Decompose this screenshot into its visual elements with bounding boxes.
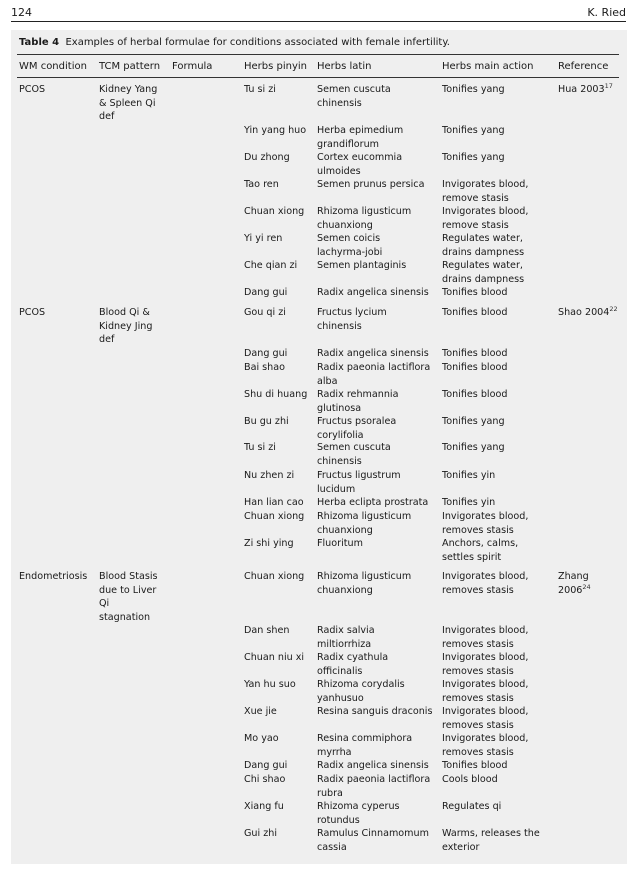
herb-action-cell: Anchors, calms, settles spirit — [442, 538, 519, 563]
reference-text: Shao 2004 — [558, 307, 610, 318]
reference-number: 22 — [609, 305, 618, 313]
herb-action-cell: Invigorates blood, removes stasis — [442, 679, 529, 704]
wm-condition-cell: PCOS — [19, 307, 46, 318]
header-reference: Reference — [558, 61, 609, 72]
tcm-pattern-cell: Blood Stasis due to Liver Qi stagnation — [99, 571, 158, 623]
header-tcm-pattern: TCM pattern — [99, 61, 161, 72]
herb-latin-cell: Radix angelica sinensis — [317, 348, 429, 359]
herb-action-cell: Tonifies yang — [442, 416, 505, 427]
herb-pinyin-cell: Chuan niu xi — [244, 652, 305, 663]
herb-pinyin-cell: Tao ren — [244, 179, 279, 190]
header-top-rule — [17, 54, 619, 55]
herb-pinyin-cell: Dang gui — [244, 760, 288, 771]
herb-latin-cell: Radix angelica sinensis — [317, 760, 429, 771]
herb-action-cell: Invigorates blood, remove stasis — [442, 206, 529, 231]
header-bottom-rule — [17, 77, 619, 78]
herb-pinyin-cell: Nu zhen zi — [244, 470, 295, 481]
tcm-pattern-cell: Blood Qi & Kidney Jing def — [99, 307, 153, 345]
herb-latin-cell: Rhizoma ligusticum chuanxiong — [317, 511, 412, 536]
herb-pinyin-cell: Yi yi ren — [244, 233, 283, 244]
herb-action-cell: Tonifies blood — [442, 760, 508, 771]
herb-latin-cell: Cortex eucommia ulmoides — [317, 152, 403, 177]
herb-action-cell: Cools blood — [442, 774, 498, 785]
herb-pinyin-cell: Han lian cao — [244, 497, 304, 508]
herb-action-cell: Tonifies blood — [442, 348, 508, 359]
table-caption — [19, 37, 450, 48]
herb-pinyin-cell: Chuan xiong — [244, 206, 305, 217]
herb-action-cell: Invigorates blood, removes stasis — [442, 511, 529, 536]
reference-cell — [558, 570, 591, 597]
herb-action-cell: Tonifies yang — [442, 125, 505, 136]
herb-pinyin-cell: Yin yang huo — [244, 125, 307, 136]
running-head — [11, 4, 626, 22]
reference-cell — [558, 306, 618, 320]
header-formula: Formula — [172, 61, 213, 72]
herb-pinyin-cell: Gui zhi — [244, 828, 278, 839]
herb-latin-cell: Resina commiphora myrrha — [317, 733, 413, 758]
herb-latin-cell: Fructus psoralea corylifolia — [317, 416, 397, 441]
table-4 — [11, 30, 627, 864]
herb-pinyin-cell: Tu si zi — [244, 442, 276, 453]
herb-latin-cell: Radix paeonia lactiflora alba — [317, 362, 431, 387]
herb-pinyin-cell: Xue jie — [244, 706, 277, 717]
herb-pinyin-cell: Bai shao — [244, 362, 286, 373]
reference-number: 24 — [582, 582, 591, 591]
herb-action-cell: Warms, releases the exterior — [442, 828, 540, 853]
header-herbs-pinyin: Herbs pinyin — [244, 61, 308, 72]
herb-latin-cell: Semen plantaginis — [317, 260, 407, 271]
reference-text: Hua 2003 — [558, 84, 605, 95]
tcm-pattern-cell: Kidney Yang & Spleen Qi def — [99, 84, 158, 122]
herb-latin-cell: Rhizoma ligusticum chuanxiong — [317, 206, 412, 231]
herb-action-cell: Regulates qi — [442, 801, 502, 812]
herb-latin-cell: Radix rehmannia glutinosa — [317, 389, 399, 414]
herb-pinyin-cell: Yan hu suo — [244, 679, 296, 690]
herb-latin-cell: Fluoritum — [317, 538, 363, 549]
herb-action-cell: Tonifies blood — [442, 362, 508, 373]
herb-latin-cell: Rhizoma cyperus rotundus — [317, 801, 400, 826]
herb-pinyin-cell: Du zhong — [244, 152, 290, 163]
herb-pinyin-cell: Shu di huang — [244, 389, 308, 400]
reference-cell — [558, 83, 613, 97]
herb-action-cell: Regulates water, drains dampness — [442, 233, 525, 258]
herb-pinyin-cell: Chuan xiong — [244, 571, 305, 582]
herb-action-cell: Tonifies yang — [442, 152, 505, 163]
herb-action-cell: Invigorates blood, removes stasis — [442, 625, 529, 650]
herb-latin-cell: Fructus lycium chinensis — [317, 307, 387, 332]
herb-latin-cell: Semen prunus persica — [317, 179, 425, 190]
table-label: Table 4 — [19, 37, 60, 48]
herb-action-cell: Invigorates blood, removes stasis — [442, 571, 529, 596]
herb-pinyin-cell: Tu si zi — [244, 84, 276, 95]
herb-latin-cell: Radix angelica sinensis — [317, 287, 429, 298]
herb-pinyin-cell: Dang gui — [244, 348, 288, 359]
herb-pinyin-cell: Chuan xiong — [244, 511, 305, 522]
herb-action-cell: Invigorates blood, removes stasis — [442, 706, 529, 731]
herb-action-cell: Tonifies yin — [442, 497, 496, 508]
herb-action-cell: Tonifies blood — [442, 287, 508, 298]
herb-action-cell: Tonifies blood — [442, 389, 508, 400]
table-caption-text: Examples of herbal formulae for conditions associated with female infertility. — [65, 37, 450, 48]
herb-pinyin-cell: Che qian zi — [244, 260, 298, 271]
herb-latin-cell: Rhizoma ligusticum chuanxiong — [317, 571, 412, 596]
header-herbs-action: Herbs main action — [442, 61, 534, 72]
herb-latin-cell: Semen cuscuta chinensis — [317, 84, 391, 109]
reference-number: 17 — [604, 82, 613, 90]
herb-action-cell: Regulates water, drains dampness — [442, 260, 525, 285]
herb-latin-cell: Rhizoma corydalis yanhusuo — [317, 679, 405, 704]
reference-text: Zhang 2006 — [558, 571, 589, 596]
wm-condition-cell: PCOS — [19, 84, 46, 95]
herb-latin-cell: Herba eclipta prostrata — [317, 497, 429, 508]
herb-pinyin-cell: Dang gui — [244, 287, 288, 298]
herb-latin-cell: Resina sanguis draconis — [317, 706, 433, 717]
herb-latin-cell: Fructus ligustrum lucidum — [317, 470, 401, 495]
herb-latin-cell: Radix cyathula officinalis — [317, 652, 389, 677]
herb-pinyin-cell: Zi shi ying — [244, 538, 294, 549]
herb-pinyin-cell: Bu gu zhi — [244, 416, 289, 427]
herb-action-cell: Invigorates blood, removes stasis — [442, 652, 529, 677]
herb-action-cell: Tonifies yang — [442, 442, 505, 453]
herb-latin-cell: Semen coicis lachyrma-jobi — [317, 233, 383, 258]
herb-latin-cell: Herba epimedium grandiflorum — [317, 125, 404, 150]
herb-action-cell: Tonifies yang — [442, 84, 505, 95]
herb-pinyin-cell: Mo yao — [244, 733, 279, 744]
page-number: 124 — [11, 6, 32, 19]
herb-latin-cell: Semen cuscuta chinensis — [317, 442, 391, 467]
herb-latin-cell: Radix paeonia lactiflora rubra — [317, 774, 431, 799]
running-author: K. Ried — [587, 6, 626, 19]
header-herbs-latin: Herbs latin — [317, 61, 372, 72]
herb-latin-cell: Ramulus Cinnamomum cassia — [317, 828, 429, 853]
herb-latin-cell: Radix salvia miltiorrhiza — [317, 625, 375, 650]
herb-action-cell: Invigorates blood, remove stasis — [442, 179, 529, 204]
wm-condition-cell: Endometriosis — [19, 571, 88, 582]
herb-action-cell: Invigorates blood, removes stasis — [442, 733, 529, 758]
herb-action-cell: Tonifies yin — [442, 470, 496, 481]
herb-pinyin-cell: Gou qi zi — [244, 307, 286, 318]
header-wm-condition: WM condition — [19, 61, 87, 72]
herb-action-cell: Tonifies blood — [442, 307, 508, 318]
herb-pinyin-cell: Xiang fu — [244, 801, 284, 812]
herb-pinyin-cell: Dan shen — [244, 625, 290, 636]
herb-pinyin-cell: Chi shao — [244, 774, 286, 785]
